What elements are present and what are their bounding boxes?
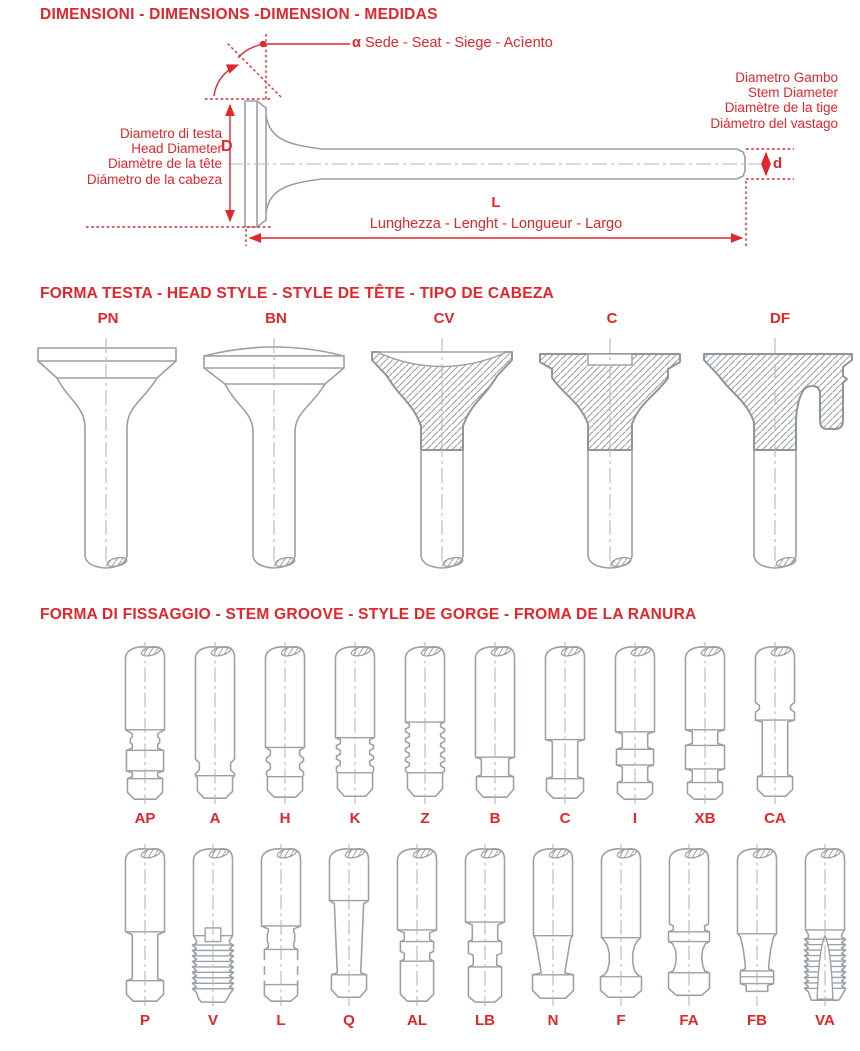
stem-diameter-line1: Diametro Gambo: [735, 70, 838, 85]
stem-groove-item-C: [530, 640, 600, 827]
stem-grooves-row1: [110, 640, 810, 827]
head-styles-title: FORMA TESTA - HEAD STYLE - STYLE DE TÊTE - TIPO DE CABEZA: [40, 285, 554, 302]
head-diameter-line2: Head Diameter: [131, 141, 222, 157]
stem-groove-label: C: [559, 810, 571, 827]
head-style-drawing-C: [528, 334, 696, 574]
head-style-item-DF: [696, 310, 860, 574]
stem-groove-drawing-K: [327, 640, 383, 806]
stem-diameter-line4: Diámetro del vastago: [710, 115, 838, 131]
stem-groove-item-Z: [390, 640, 460, 827]
stem-groove-item-AL: [383, 842, 451, 1029]
stem-diameter-label: [710, 70, 838, 131]
stem-groove-drawing-A: [187, 640, 243, 806]
stem-groove-label: P: [139, 1012, 150, 1029]
head-style-drawing-BN: [192, 334, 360, 574]
stem-groove-drawing-B: [467, 640, 523, 806]
head-style-label: DF: [770, 310, 790, 327]
stem-groove-drawing-C: [537, 640, 593, 806]
stem-groove-label: I: [632, 810, 638, 827]
stem-groove-drawing-AL: [389, 842, 445, 1008]
stem-groove-item-A: [180, 640, 250, 827]
stem-groove-drawing-FA: [661, 842, 717, 1008]
stem-groove-item-P: [111, 842, 179, 1029]
stem-groove-item-F: [587, 842, 655, 1029]
stem-groove-drawing-P: [117, 842, 173, 1008]
stem-groove-drawing-V: [185, 842, 241, 1008]
stem-groove-drawing-N: [525, 842, 581, 1008]
head-style-drawing-PN: [24, 334, 192, 574]
stem-groove-drawing-LB: [457, 842, 513, 1008]
stem-groove-label: LB: [475, 1012, 495, 1029]
stem-groove-label: V: [207, 1012, 218, 1029]
stem-groove-label: Q: [343, 1012, 355, 1029]
stem-groove-item-FA: [655, 842, 723, 1029]
stem-groove-label: H: [279, 810, 291, 827]
head-diameter-line1: Diametro di testa: [119, 126, 222, 141]
head-style-label: BN: [265, 310, 287, 327]
head-diameter-line4: Diámetro de la cabeza: [86, 171, 222, 187]
seat-angle-arc: [214, 65, 238, 96]
stem-groove-item-CA: [740, 640, 810, 827]
stem-groove-label: FB: [747, 1012, 767, 1029]
stem-diameter-line2: Stem Diameter: [747, 85, 838, 101]
dim-D-label: D: [221, 138, 233, 155]
head-style-label: C: [606, 310, 618, 327]
dimensions-title: DIMENSIONI - DIMENSIONS -DIMENSION - MEDIDAS: [40, 6, 438, 23]
stem-groove-item-FB: [723, 842, 791, 1029]
stem-groove-drawing-AP: [117, 640, 173, 806]
stem-groove-drawing-F: [593, 842, 649, 1008]
stem-groove-drawing-VA: [797, 842, 853, 1008]
stem-groove-label: N: [547, 1012, 559, 1029]
head-style-item-PN: [24, 310, 192, 574]
stem-groove-drawing-FB: [729, 842, 785, 1008]
stem-groove-label: F: [616, 1012, 626, 1029]
stem-groove-label: L: [276, 1012, 286, 1029]
head-style-item-BN: [192, 310, 360, 574]
dim-d-label: d: [773, 155, 783, 172]
stem-diameter-line3: Diamètre de la tige: [724, 100, 838, 116]
stem-groove-label: K: [349, 810, 361, 827]
stem-groove-drawing-Z: [397, 640, 453, 806]
seat-label-text: Sede - Seat - Siege - Acìento: [364, 35, 553, 51]
head-style-label: CV: [433, 310, 455, 327]
head-style-drawing-CV: [360, 334, 528, 574]
stem-groove-item-Q: [315, 842, 383, 1029]
head-style-drawing-DF: [696, 334, 860, 574]
head-style-item-C: [528, 310, 696, 574]
stem-groove-item-L: [247, 842, 315, 1029]
stem-grooves-title: FORMA DI FISSAGGIO - STEM GROOVE - STYLE DE GORGE - FROMA DE LA RANURA: [40, 606, 697, 623]
stem-groove-item-V: [179, 842, 247, 1029]
head-style-label: PN: [97, 310, 119, 327]
stem-groove-drawing-L: [253, 842, 309, 1008]
seat-leader-dot: [260, 41, 266, 47]
stem-groove-item-B: [460, 640, 530, 827]
stem-groove-item-H: [250, 640, 320, 827]
stem-groove-item-K: [320, 640, 390, 827]
stem-groove-item-N: [519, 842, 587, 1029]
stem-groove-drawing-CA: [747, 640, 803, 806]
stem-groove-item-VA: [791, 842, 859, 1029]
seat-label: [352, 36, 553, 51]
stem-groove-drawing-Q: [321, 842, 377, 1008]
head-diameter-line3: Diamètre de la tête: [107, 156, 222, 172]
length-label: Lunghezza - Lenght - Longueur - Largo: [369, 216, 623, 232]
head-styles-row: [24, 310, 860, 574]
stem-groove-label: XB: [694, 810, 716, 827]
stem-groove-label: A: [209, 810, 221, 827]
stem-groove-drawing-H: [257, 640, 313, 806]
stem-groove-label: AL: [407, 1012, 427, 1029]
stem-groove-item-XB: [670, 640, 740, 827]
stem-groove-label: AP: [134, 810, 156, 827]
stem-groove-label: Z: [420, 810, 430, 827]
stem-groove-drawing-XB: [677, 640, 733, 806]
stem-groove-item-AP: [110, 640, 180, 827]
stem-groove-label: B: [489, 810, 501, 827]
stem-groove-label: CA: [764, 810, 786, 827]
stem-groove-item-I: [600, 640, 670, 827]
dim-L-label: L: [491, 194, 501, 211]
stem-groove-item-LB: [451, 842, 519, 1029]
stem-groove-drawing-I: [607, 640, 663, 806]
head-diameter-label: [87, 126, 222, 187]
alpha-symbol: α: [352, 35, 361, 51]
stem-groove-label: FA: [679, 1012, 699, 1029]
head-style-item-CV: [360, 310, 528, 574]
stem-groove-label: VA: [815, 1012, 835, 1029]
stem-grooves-row2: [111, 842, 859, 1029]
